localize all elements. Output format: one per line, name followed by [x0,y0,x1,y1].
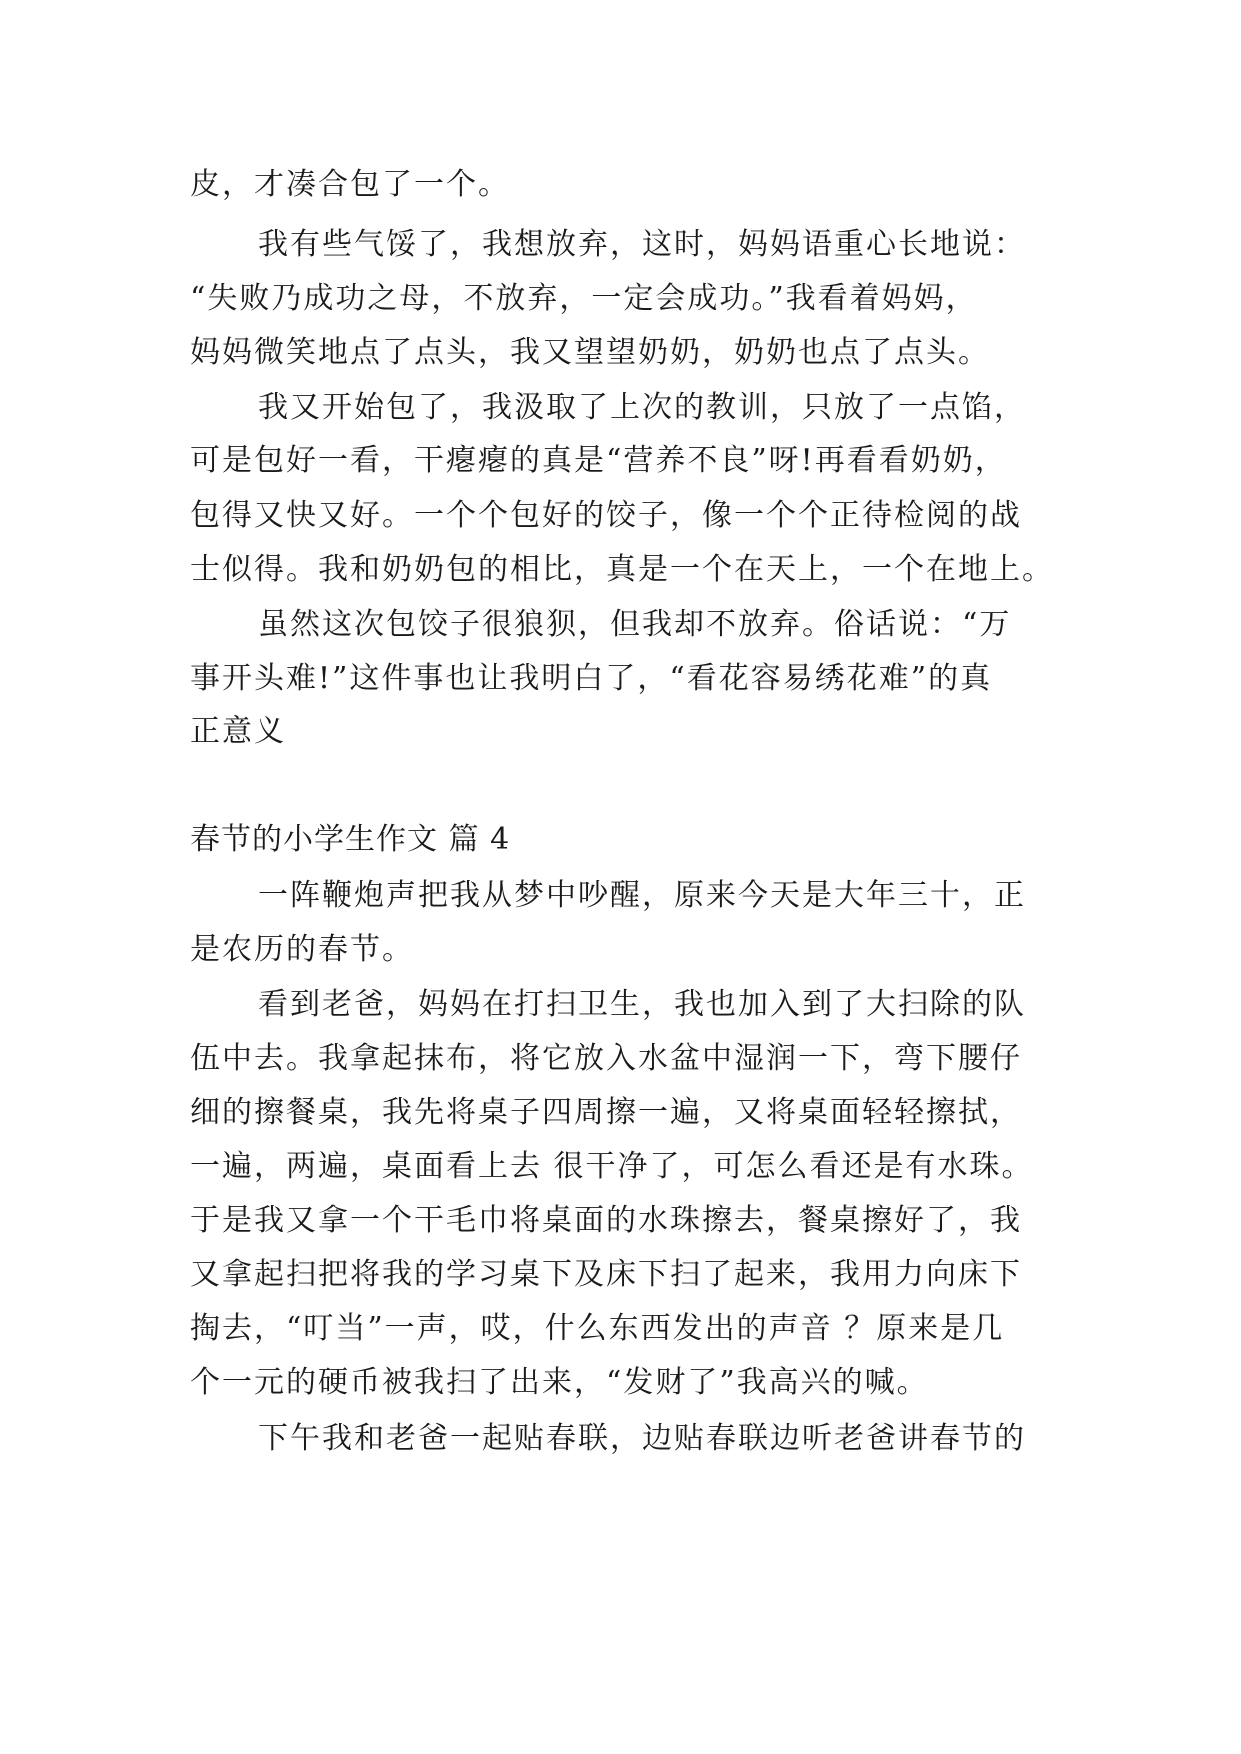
text-line: 士似得。我和奶奶包的相比，真是一个在天上，一个在地上。 [190,552,1054,587]
text-line: 我有些气馁了，我想放弃，这时，妈妈语重心长地说： [258,227,1026,262]
text-line: 皮，才凑合包了一个。 [190,167,510,202]
section-heading: 春节的小学生作文 篇 4 [190,822,511,857]
text-line: 我又开始包了，我汲取了上次的教训，只放了一点馅， [258,390,1026,425]
text-line: 下午我和老爸一起贴春联，边贴春联边听老爸讲春节的 [258,1421,1026,1456]
text-line: 虽然这次包饺子很狼狈，但我却不放弃。俗话说：“万 [258,607,1012,642]
text-line: 于是我又拿一个干毛巾将桌面的水珠擦去，餐桌擦好了，我 [190,1203,1022,1238]
text-line: 正意义 [190,714,286,749]
text-line: 掏去，“叮当”一声，哎，什么东西发出的声音 ？原来是几 [190,1311,1005,1346]
text-line: 是农历的春节。 [190,932,414,967]
text-line: 个一元的硬币被我扫了出来，“发财了”我高兴的喊。 [190,1365,929,1400]
text-line: 包得又快又好。一个个包好的饺子，像一个个正待检阅的战 [190,498,1022,533]
text-line: 细的擦餐桌，我先将桌子四周擦一遍，又将桌面轻轻擦拭， [190,1095,1022,1130]
text-line: 又拿起扫把将我的学习桌下及床下扫了起来，我用力向床下 [190,1257,1022,1292]
text-line: 事开头难!”这件事也让我明白了，“看花容易绣花难”的真 [190,661,993,696]
text-line: 可是包好一看，干瘪瘪的真是“营养不良”呀!再看看奶奶， [190,443,1007,478]
text-line: 伍中去。我拿起抹布，将它放入水盆中湿润一下，弯下腰仔 [190,1041,1022,1076]
text-line: “失败乃成功之母，不放弃，一定会成功。”我看着妈妈， [190,281,978,316]
text-line: 看到老爸，妈妈在打扫卫生，我也加入到了大扫除的队 [258,987,1026,1022]
text-line: 一遍，两遍，桌面看上去 很干净了，可怎么看还是有水珠。 [190,1149,1034,1184]
text-line: 一阵鞭炮声把我从梦中吵醒，原来今天是大年三十，正 [258,878,1026,913]
text-line: 妈妈微笑地点了点头，我又望望奶奶，奶奶也点了点头。 [190,335,990,370]
